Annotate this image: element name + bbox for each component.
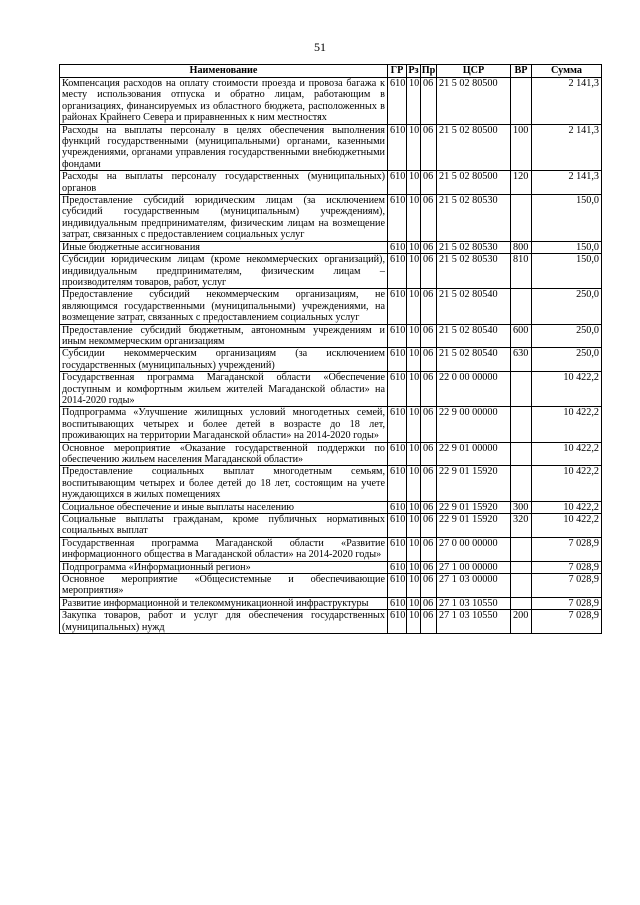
table-row (60, 610, 602, 634)
row-gr: 610 (388, 324, 407, 348)
row-name: Социальное обеспечение и иные выплаты населению (60, 501, 388, 513)
row-pr: 06 (421, 78, 437, 125)
row-rz: 10 (407, 610, 421, 634)
row-gr: 610 (388, 610, 407, 634)
page-number: 51 (314, 40, 326, 54)
row-vr: 120 (511, 171, 532, 195)
row-pr: 06 (421, 407, 437, 442)
row-name: Подпрограмма «Информационный регион» (60, 561, 388, 573)
row-gr: 610 (388, 241, 407, 253)
row-csr: 22 9 01 15920 (437, 514, 511, 538)
row-vr (511, 537, 532, 561)
row-vr (511, 466, 532, 501)
row-sum: 7 028,9 (532, 537, 602, 561)
row-gr: 610 (388, 597, 407, 609)
row-csr: 22 9 01 00000 (437, 442, 511, 466)
row-csr: 21 5 02 80500 (437, 171, 511, 195)
row-pr: 06 (421, 372, 437, 407)
row-vr (511, 407, 532, 442)
row-csr: 27 0 00 00000 (437, 537, 511, 561)
row-vr (511, 442, 532, 466)
table-row (60, 442, 602, 466)
row-rz: 10 (407, 597, 421, 609)
row-name: Развитие информационной и телекоммуникационной инфраструктуры (60, 597, 388, 609)
row-sum: 7 028,9 (532, 597, 602, 609)
row-csr: 21 5 02 80540 (437, 324, 511, 348)
table-row (60, 561, 602, 573)
row-csr: 21 5 02 80500 (437, 78, 511, 125)
header-csr: ЦСР (437, 65, 511, 78)
row-gr: 610 (388, 254, 407, 289)
row-pr: 06 (421, 574, 437, 598)
row-gr: 610 (388, 501, 407, 513)
row-csr: 21 5 02 80530 (437, 241, 511, 253)
row-sum: 10 422,2 (532, 466, 602, 501)
table-row (60, 195, 602, 242)
row-name: Расходы на выплаты персоналу государственных (муниципальных) органов (60, 171, 388, 195)
row-pr: 06 (421, 597, 437, 609)
row-name: Расходы на выплаты персоналу в целях обеспечения выполнения функций государственными (муниципальными) органами, казенными учреждениями, органами управления государственными внебюджетными фондами (60, 124, 388, 171)
row-pr: 06 (421, 561, 437, 573)
row-rz: 10 (407, 514, 421, 538)
header-sum: Сумма (532, 65, 602, 78)
row-pr: 06 (421, 124, 437, 171)
row-rz: 10 (407, 324, 421, 348)
row-name: Основное мероприятие «Оказание государственной поддержки по обеспечению жильем населения Магаданской области» (60, 442, 388, 466)
row-gr: 610 (388, 124, 407, 171)
row-pr: 06 (421, 171, 437, 195)
row-name: Закупка товаров, работ и услуг для обеспечения государственных (муниципальных) нужд (60, 610, 388, 634)
row-pr: 06 (421, 501, 437, 513)
row-csr: 21 5 02 80500 (437, 124, 511, 171)
header-gr: ГР (388, 65, 407, 78)
row-name: Основное мероприятие «Общесистемные и обеспечивающие мероприятия» (60, 574, 388, 598)
row-gr: 610 (388, 289, 407, 324)
row-gr: 610 (388, 372, 407, 407)
row-rz: 10 (407, 574, 421, 598)
row-pr: 06 (421, 324, 437, 348)
row-sum: 7 028,9 (532, 574, 602, 598)
row-vr (511, 561, 532, 573)
row-gr: 610 (388, 442, 407, 466)
row-gr: 610 (388, 348, 407, 372)
row-name: Предоставление субсидий некоммерческим организациям, не являющимся государственными (муниципальными) учреждениями, на возмещение затрат, связанных с предоставлением социальных услуг (60, 289, 388, 324)
row-vr (511, 78, 532, 125)
row-rz: 10 (407, 171, 421, 195)
row-gr: 610 (388, 195, 407, 242)
row-pr: 06 (421, 241, 437, 253)
row-csr: 21 5 02 80530 (437, 254, 511, 289)
row-pr: 06 (421, 537, 437, 561)
budget-table (59, 64, 602, 634)
table-row (60, 241, 602, 253)
row-vr: 200 (511, 610, 532, 634)
row-csr: 27 1 00 00000 (437, 561, 511, 573)
row-sum: 10 422,2 (532, 501, 602, 513)
table-header-row (60, 65, 602, 78)
table-row (60, 348, 602, 372)
row-name: Социальные выплаты гражданам, кроме публичных нормативных социальных выплат (60, 514, 388, 538)
row-sum: 150,0 (532, 195, 602, 242)
row-name: Иные бюджетные ассигнования (60, 241, 388, 253)
row-rz: 10 (407, 466, 421, 501)
row-csr: 21 5 02 80540 (437, 289, 511, 324)
row-csr: 21 5 02 80540 (437, 348, 511, 372)
table-row (60, 289, 602, 324)
row-sum: 10 422,2 (532, 372, 602, 407)
row-vr: 810 (511, 254, 532, 289)
row-gr: 610 (388, 407, 407, 442)
row-pr: 06 (421, 514, 437, 538)
row-sum: 150,0 (532, 254, 602, 289)
row-rz: 10 (407, 254, 421, 289)
row-rz: 10 (407, 501, 421, 513)
row-pr: 06 (421, 348, 437, 372)
row-rz: 10 (407, 561, 421, 573)
row-csr: 27 1 03 10550 (437, 597, 511, 609)
row-pr: 06 (421, 610, 437, 634)
row-name: Предоставление социальных выплат многодетным семьям, воспитывающим четырех и более детей до 18 лет, состоящим на учете нуждающихся в жилых помещениях (60, 466, 388, 501)
row-sum: 250,0 (532, 289, 602, 324)
header-pr: Пр (421, 65, 436, 76)
row-vr: 630 (511, 348, 532, 372)
row-rz: 10 (407, 537, 421, 561)
row-name: Субсидии некоммерческим организациям (за исключением государственных (муниципальных) учреждений) (60, 348, 388, 372)
row-gr: 610 (388, 537, 407, 561)
row-gr: 610 (388, 78, 407, 125)
header-rz: Рз (408, 65, 419, 76)
row-rz: 10 (407, 124, 421, 171)
row-csr: 22 9 00 00000 (437, 407, 511, 442)
table-row (60, 574, 602, 598)
row-vr: 100 (511, 124, 532, 171)
row-pr: 06 (421, 442, 437, 466)
row-sum: 7 028,9 (532, 561, 602, 573)
table-row (60, 407, 602, 442)
row-vr: 600 (511, 324, 532, 348)
row-vr: 300 (511, 501, 532, 513)
table-row (60, 254, 602, 289)
row-rz: 10 (407, 289, 421, 324)
row-name: Предоставление субсидий бюджетным, автономным учреждениям и иным некоммерческим организациям (60, 324, 388, 348)
row-gr: 610 (388, 466, 407, 501)
row-csr: 22 9 01 15920 (437, 501, 511, 513)
row-sum: 2 141,3 (532, 124, 602, 171)
row-vr: 320 (511, 514, 532, 538)
row-gr: 610 (388, 561, 407, 573)
row-vr: 800 (511, 241, 532, 253)
row-rz: 10 (407, 195, 421, 242)
table-row (60, 466, 602, 501)
row-csr: 27 1 03 10550 (437, 610, 511, 634)
row-rz: 10 (407, 241, 421, 253)
row-name: Предоставление субсидий юридическим лицам (за исключением субсидий государственным (муниципальным) учреждениям), индивидуальным предпринимателям, физическим лицам на возмещение затрат, связанных с предоставлением социальных услуг (60, 195, 388, 242)
row-sum: 10 422,2 (532, 514, 602, 538)
table-row (60, 324, 602, 348)
table-row (60, 372, 602, 407)
header-vr: ВР (511, 65, 532, 78)
table-row (60, 597, 602, 609)
row-sum: 250,0 (532, 324, 602, 348)
row-pr: 06 (421, 466, 437, 501)
row-pr: 06 (421, 289, 437, 324)
row-csr: 22 9 01 15920 (437, 466, 511, 501)
row-name: Субсидии юридическим лицам (кроме некоммерческих организаций), индивидуальным предпринимателям, физическим лицам – производителям товаров, работ, услуг (60, 254, 388, 289)
row-sum: 250,0 (532, 348, 602, 372)
row-sum: 150,0 (532, 241, 602, 253)
row-name: Компенсация расходов на оплату стоимости проезда и провоза багажа к месту использования отпуска и обратно лицам, работающим в организациях, финансируемых из областного бюджета, расположенных в районах Крайнего Севера и приравненных к ним местностях (60, 78, 388, 125)
row-vr (511, 289, 532, 324)
row-rz: 10 (407, 372, 421, 407)
row-csr: 22 0 00 00000 (437, 372, 511, 407)
row-gr: 610 (388, 574, 407, 598)
row-gr: 610 (388, 171, 407, 195)
row-rz: 10 (407, 407, 421, 442)
table-row (60, 501, 602, 513)
row-sum: 7 028,9 (532, 610, 602, 634)
row-rz: 10 (407, 348, 421, 372)
row-rz: 10 (407, 442, 421, 466)
row-sum: 2 141,3 (532, 171, 602, 195)
row-vr (511, 372, 532, 407)
row-name: Подпрограмма «Улучшение жилищных условий многодетных семей, воспитывающих четырех и более детей в возрасте до 18 лет, проживающих на территории Магаданской области» на 2014-2020 годы» (60, 407, 388, 442)
row-vr (511, 574, 532, 598)
row-csr: 21 5 02 80530 (437, 195, 511, 242)
table-row (60, 78, 602, 125)
row-sum: 10 422,2 (532, 407, 602, 442)
header-name: Наименование (60, 65, 388, 78)
row-sum: 10 422,2 (532, 442, 602, 466)
row-name: Государственная программа Магаданской области «Обеспечение доступным и комфортным жильем жителей Магаданской области» на 2014-2020 годы» (60, 372, 388, 407)
table-row (60, 514, 602, 538)
row-vr (511, 195, 532, 242)
row-name: Государственная программа Магаданской области «Развитие информационного общества в Магаданской области» на 2014-2020 годы» (60, 537, 388, 561)
row-pr: 06 (421, 254, 437, 289)
table-row (60, 124, 602, 171)
table-row (60, 537, 602, 561)
row-sum: 2 141,3 (532, 78, 602, 125)
row-gr: 610 (388, 514, 407, 538)
row-rz: 10 (407, 78, 421, 125)
row-pr: 06 (421, 195, 437, 242)
row-vr (511, 597, 532, 609)
row-csr: 27 1 03 00000 (437, 574, 511, 598)
table-row (60, 171, 602, 195)
